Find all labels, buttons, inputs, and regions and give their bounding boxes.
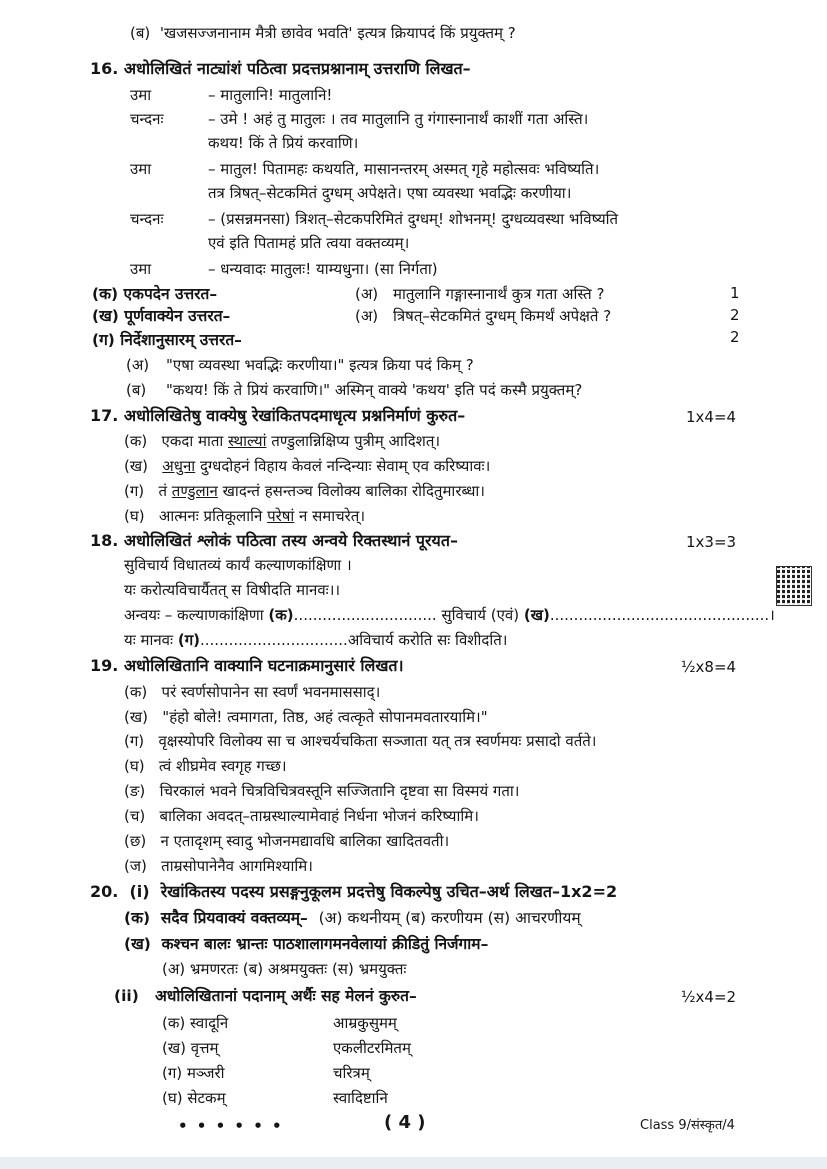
- question-text: त्रिषत्–सेटकमितं दुग्धम् किमर्थं अपेक्षते ?: [393, 307, 612, 325]
- q16-part-label: (ख) पूर्णवाक्येन उत्तरत–: [92, 307, 231, 325]
- item-label: (घ): [162, 1089, 183, 1107]
- dialogue-line: एवं इति पितामहं प्रति त्वया वक्तव्यम्।: [208, 234, 410, 252]
- sub-label: (अ): [355, 307, 379, 325]
- speaker: चन्दनः: [130, 210, 164, 228]
- blank-label: (ख): [523, 606, 550, 624]
- item-text: न एतादृशम् स्वादु भोजनमद्यावधि बालिका खादितवती।: [160, 832, 450, 850]
- question-text: अधोलिखितानां पदानाम् अर्थैः सह मेलनं कुरुत–: [155, 987, 417, 1005]
- part-label: (i): [129, 882, 150, 901]
- item-label: (क): [124, 683, 148, 701]
- item-label: (ग): [162, 1064, 183, 1082]
- blank: ..............................................।: [549, 606, 775, 624]
- page-number: ( 4 ): [384, 1112, 426, 1133]
- q17-item: [124, 431, 440, 451]
- item-text: 'खजसज्जनानाम मैत्री छावेव भवति' इत्यत्र क्रियापदं किं प्रयुक्तम् ?: [159, 24, 516, 42]
- item-text: कश्चन बालः भ्रान्तः पाठशालागमनवेलायां क्रीडितुं निर्जगाम–: [161, 935, 489, 953]
- q16-heading: [90, 59, 471, 79]
- q17-heading: [90, 406, 465, 426]
- q19-item: [124, 806, 479, 826]
- dialogue-line: कथय! किं ते प्रियं करवाणि।: [208, 134, 359, 152]
- word: स्वादूनि: [190, 1014, 229, 1032]
- dialogue-line: – मातुल! पितामहः कथयति, मासानन्तरम् अस्मत् गृहे महोत्सवः भविष्यति।: [208, 160, 600, 178]
- item-text: बालिका अवदत्–ताम्रस्थाल्यामेवाहं निर्धना भोजनं करिष्यामि।: [159, 807, 479, 825]
- dialogue-line: – (प्रसन्नमनसा) त्रिशत्–सेटकपरिमितं दुग्धम्! शोभनम्! दुग्धव्यवस्था भविष्यति: [208, 210, 619, 228]
- text: खादन्तं हसन्तञ्च विलोक्य बालिका रोदितुमारब्धा।: [217, 482, 485, 500]
- page-bottom-edge: [0, 1157, 827, 1169]
- item-text: त्वं शीघ्रमेव स्वगृह गच्छ।: [158, 757, 287, 775]
- q19-item: [124, 781, 519, 801]
- speaker: उमा: [130, 160, 152, 178]
- item-label: (ज): [124, 857, 147, 875]
- dialogue-line: – धन्यवादः मातुलः! याम्यधुना। (सा निर्गता): [208, 260, 438, 278]
- text: तण्डुलान्निक्षिप्य पुत्रीम् आदिशत्।: [266, 432, 441, 450]
- dialogue-line: तत्र त्रिषत्–सेटकमितं दुग्धम् अपेक्षते। एषा व्यवस्था भवद्भिः करणीया।: [208, 184, 572, 202]
- marks: 1x4=4: [686, 408, 737, 426]
- text: तं: [158, 482, 172, 500]
- q18-heading: [90, 531, 458, 551]
- q16-part-label: (ग) निर्देशानुसारम् उत्तरत–: [92, 331, 242, 349]
- item-text: "हंहो बोले! त्वमागता, तिष्ठ, अहं त्वत्कृते सोपानमवतारयामि।": [162, 708, 488, 726]
- dialogue-line: – उमे ! अहं तु मातुलः । तव मातुलानि तु गंगास्नानार्थं काशीं गता अस्ति।: [208, 110, 589, 128]
- item-label: (ब): [130, 24, 151, 42]
- marks: 2: [730, 328, 740, 346]
- question-number: 17.: [90, 406, 119, 425]
- question-number: 19.: [90, 656, 119, 675]
- item-label: (क): [162, 1014, 186, 1032]
- q19-item: [124, 707, 488, 727]
- class-label: Class 9/संस्कृत/4: [640, 1118, 735, 1133]
- item-label: (ग): [124, 482, 145, 500]
- options: (अ) कथनीयम् (ब) करणीयम (स) आचरणीयम्: [318, 909, 581, 927]
- item-label: (क): [124, 909, 151, 927]
- question-text: रेखांकितस्य पदस्य प्रसङ्गनुकूलम प्रदत्तेषु विकल्पेषु उचित–अर्थ लिखत–1x2=2: [160, 882, 618, 901]
- question-number: 20.: [90, 882, 119, 901]
- q19-heading: [90, 656, 404, 676]
- question-text: अधोलिखितेषु वाक्येषु रेखांकितपदमाधृत्य प्रश्ननिर्माणं कुरुत–: [123, 406, 466, 425]
- text: आत्मनः प्रतिकूलानि: [158, 507, 268, 525]
- marks: ½x4=2: [681, 988, 737, 1006]
- question-text: "कथय! किं ते प्रियं करवाणि।" अस्मिन् वाक्ये 'कथय' इति पदं कस्मै प्रयुक्तम्?: [166, 381, 583, 399]
- q17-item: [124, 481, 485, 501]
- question-text: "एषा व्यवस्था भवद्भिः करणीया।" इत्यत्र क्रिया पदं किम् ?: [166, 356, 474, 374]
- q19-item: [124, 831, 449, 851]
- item-label: (ख): [124, 708, 148, 726]
- question-number: 16.: [90, 59, 119, 78]
- item-label: (छ): [124, 832, 147, 850]
- speaker: उमा: [130, 86, 152, 104]
- match-meaning: स्वादिष्टानि: [333, 1089, 388, 1107]
- blank-label: (ग): [177, 631, 200, 649]
- marks: 1x3=3: [686, 533, 737, 551]
- match-meaning: चरित्रम्: [333, 1064, 370, 1082]
- item-label: (ङ): [124, 782, 146, 800]
- q19-item: [124, 731, 596, 751]
- match-meaning: एकलीटरमितम्: [333, 1039, 411, 1057]
- match-word: [162, 1013, 228, 1033]
- underlined-word: परेषां: [267, 507, 295, 525]
- q17-item: [124, 456, 490, 476]
- blank: ...............................: [200, 631, 348, 649]
- item-text: परं स्वर्णसोपानेन सा स्वर्णं भवनमाससाद्।: [161, 683, 381, 701]
- item-label: (घ): [124, 507, 145, 525]
- word: मञ्जरी: [186, 1064, 225, 1082]
- anvaya-line: [124, 605, 775, 625]
- q19-item: [124, 856, 313, 876]
- item-label: (क): [124, 432, 148, 450]
- word: सेटकम्: [187, 1089, 226, 1107]
- dialogue-line: – मातुलानि! मातुलानि!: [208, 86, 333, 104]
- text: अन्वयः – कल्याणकांक्षिणा: [124, 606, 264, 624]
- q19-item: [124, 756, 287, 776]
- item-text: चिरकालं भवने चित्रविचित्रवस्तूनि सज्जितानि दृष्टवा सा विस्मयं गता।: [159, 782, 520, 800]
- match-word: [162, 1088, 226, 1108]
- q19-item: [124, 682, 380, 702]
- question-text: मातुलानि गङ्गास्नानार्थं कुत्र गता अस्ति ?: [393, 285, 605, 303]
- item-text: ताम्रसोपानेनैव आगमिश्यामि।: [161, 857, 313, 875]
- blank: ..............................: [293, 606, 437, 624]
- sub-label: (ब): [126, 381, 147, 399]
- question-number: 18.: [90, 531, 119, 550]
- sub-label: (अ): [126, 356, 150, 374]
- text: अविचार्य करोति सः विशीदति।: [347, 631, 508, 649]
- text: न समाचरेत्।: [294, 507, 366, 525]
- word: वृत्तम्: [190, 1039, 219, 1057]
- question-text: अधोलिखितं नाट्यांशं पठित्वा प्रदत्तप्रश्नानाम् उत्तराणि लिखत–: [123, 59, 471, 78]
- q17-item: [124, 506, 365, 526]
- q20-part2-heading: [114, 986, 417, 1006]
- question-text: अधोलिखितानि वाक्यानि घटनाक्रमानुसारं लिखत।: [123, 656, 404, 675]
- match-word: [162, 1038, 218, 1058]
- prev-question-line: [130, 23, 516, 43]
- anvaya-line: [124, 630, 507, 650]
- text: एकदा माता: [161, 432, 229, 450]
- marks: 1: [730, 284, 740, 302]
- speaker: चन्दनः: [130, 110, 164, 128]
- item-label: (ख): [124, 457, 148, 475]
- text: यः मानवः: [124, 631, 174, 649]
- options: (अ) भ्रमणरतः (ब) अश्रमयुक्तः (स) भ्रमयुक्तः: [162, 960, 407, 978]
- blank-label: (क): [268, 606, 294, 624]
- item-label: (ग): [124, 732, 145, 750]
- item-label: (ख): [162, 1039, 186, 1057]
- match-meaning: आम्रकुसुमम्: [333, 1014, 397, 1032]
- q20-item: [124, 908, 581, 928]
- qr-code-icon: [776, 566, 812, 606]
- part-label: (ii): [114, 987, 139, 1005]
- shloka-line: यः करोत्यविचार्यैतत् स विषीदति मानवः।।: [124, 581, 341, 599]
- q20-heading: [90, 882, 617, 902]
- text: दुग्धदोहनं विहाय केवलं नन्दिन्याः सेवाम् एव करिष्यावः।: [195, 457, 491, 475]
- item-text: सदैव प्रियवाक्यं वक्तव्यम्–: [160, 909, 308, 927]
- underlined-word: तण्डुलान: [171, 482, 218, 500]
- speaker: उमा: [130, 260, 152, 278]
- marks: ½x8=4: [681, 658, 737, 676]
- item-label: (च): [124, 807, 146, 825]
- sub-label: (अ): [355, 285, 379, 303]
- underlined-word: अधुना: [162, 457, 196, 475]
- item-label: (घ): [124, 757, 145, 775]
- footer-stars: • • • • • •: [178, 1117, 284, 1135]
- question-text: अधोलिखितं श्लोकं पठित्वा तस्य अन्वये रिक्तस्थानं पूरयत–: [123, 531, 458, 550]
- q16-part-label: (क) एकपदेन उत्तरत–: [92, 285, 218, 303]
- shloka-line: सुविचार्य विधातव्यं कार्यं कल्याणकांक्षिणा ।: [124, 556, 352, 574]
- match-word: [162, 1063, 225, 1083]
- item-label: (ख): [124, 935, 151, 953]
- underlined-word: स्थाल्यां: [228, 432, 267, 450]
- marks: 2: [730, 306, 740, 324]
- item-text: वृक्षस्योपरि विलोक्य सा च आश्चर्यचकिता सञ्जाता यत् तत्र स्वर्णमयः प्रसादो वर्तते।: [158, 732, 597, 750]
- q20-item: [124, 934, 488, 954]
- text: सुविचार्य (एवं): [441, 606, 520, 624]
